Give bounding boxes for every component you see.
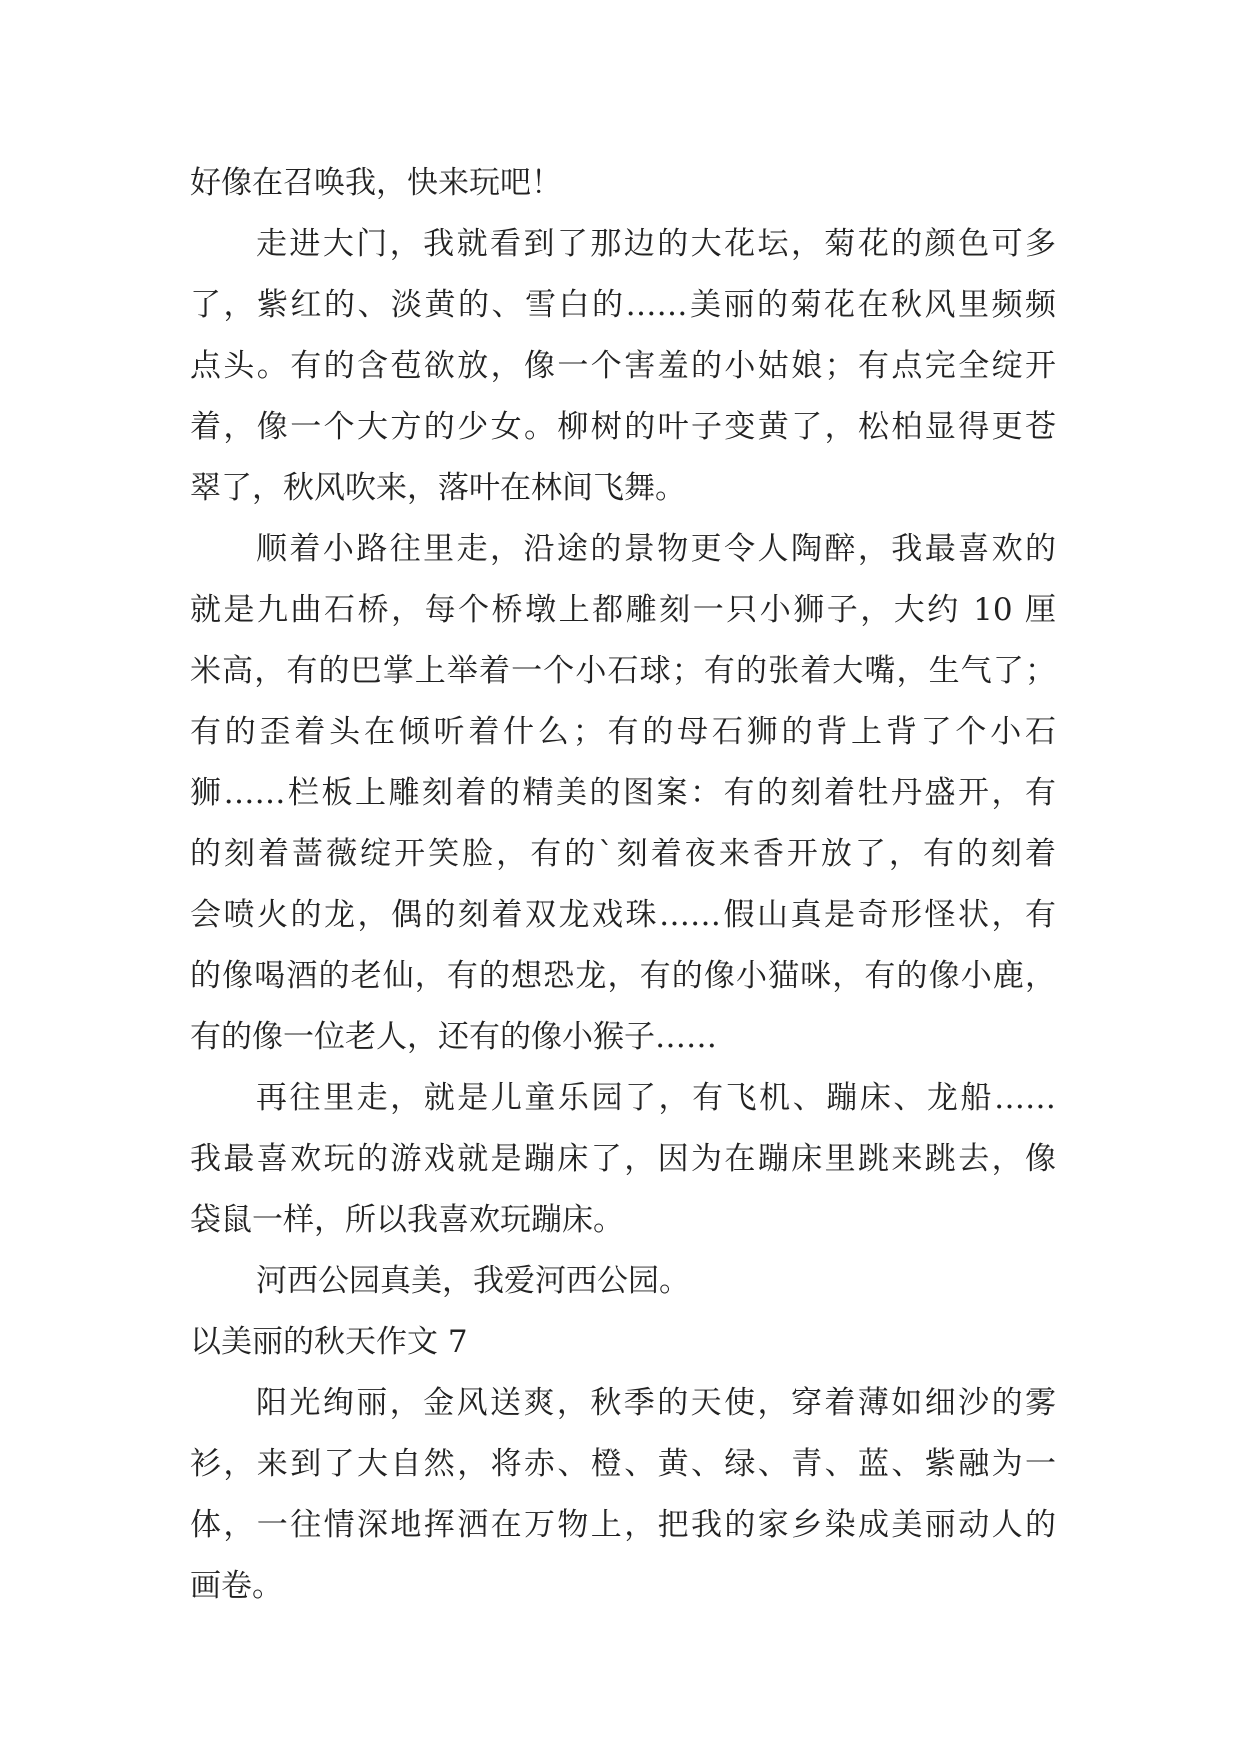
text-line: 有的歪着头在倾听着什么；有的母石狮的背上背了个小石 [190,714,1056,750]
paragraph-flower-bed [190,214,1056,519]
essay-heading: 以美丽的秋天作文 7 [190,1324,468,1360]
text-line: 阳光绚丽，金风送爽，秋季的天使，穿着薄如细沙的雾 [256,1385,1056,1421]
text-line: 米高，有的巴掌上举着一个小石球；有的张着大嘴，生气了； [190,653,1056,689]
text-line: 了，紫红的、淡黄的、雪白的……美丽的菊花在秋风里频频 [190,287,1056,323]
text-line: 袋鼠一样，所以我喜欢玩蹦床。 [190,1202,624,1238]
text-line: 画卷。 [190,1568,283,1604]
text-line: 再往里走，就是儿童乐园了，有飞机、蹦床、龙船…… [256,1080,1056,1116]
text-line: 好像在召唤我，快来玩吧！ [190,165,562,201]
text-line: 的像喝酒的老仙，有的想恐龙，有的像小猫咪，有的像小鹿， [190,958,1056,994]
text-line: 着，像一个大方的少女。柳树的叶子变黄了，松柏显得更苍 [190,409,1056,445]
text-line: 翠了，秋风吹来，落叶在林间飞舞。 [190,470,686,506]
text-line: 点头。有的含苞欲放，像一个害羞的小姑娘；有点完全绽开 [190,348,1056,384]
paragraph-playground [190,1068,1056,1251]
text-line: 有的像一位老人，还有的像小猴子…… [190,1019,717,1055]
text-line: 河西公园真美，我爱河西公园。 [256,1263,690,1299]
text-line: 衫，来到了大自然，将赤、橙、黄、绿、青、蓝、紫融为一 [190,1446,1056,1482]
text-line: 狮……栏板上雕刻着的精美的图案：有的刻着牡丹盛开，有 [190,775,1056,811]
paragraph-stone-bridge [190,519,1056,1068]
text-line: 走进大门，我就看到了那边的大花坛，菊花的颜色可多 [256,226,1056,262]
paragraph-continuation [190,153,1056,214]
text-line: 就是九曲石桥，每个桥墩上都雕刻一只小狮子，大约 10 厘 [190,592,1056,628]
text-line: 顺着小路往里走，沿途的景物更令人陶醉，我最喜欢的 [256,531,1056,567]
text-line: 我最喜欢玩的游戏就是蹦床了，因为在蹦床里跳来跳去，像 [190,1141,1056,1177]
text-line: 体，一往情深地挥洒在万物上，把我的家乡染成美丽动人的 [190,1507,1056,1543]
text-line: 会喷火的龙，偶的刻着双龙戏珠……假山真是奇形怪状，有 [190,897,1056,933]
paragraph-autumn-angel [190,1373,1056,1617]
paragraph-closing [190,1251,1056,1312]
document-body [190,153,1056,1617]
text-line: 的刻着蔷薇绽开笑脸，有的`刻着夜来香开放了，有的刻着 [190,836,1056,872]
